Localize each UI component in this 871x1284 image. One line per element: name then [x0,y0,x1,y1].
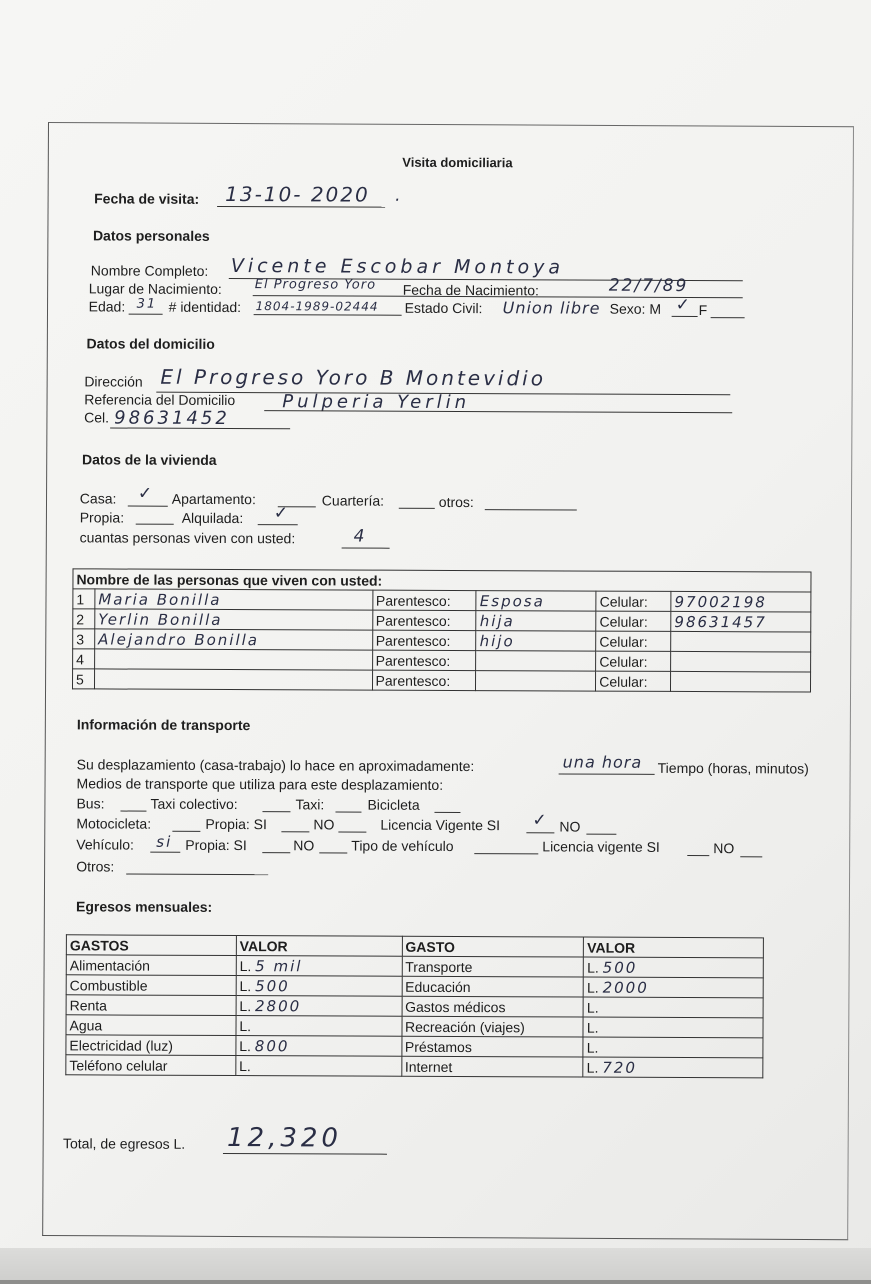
cuarteria-label: Cuartería: [322,492,384,508]
vehiculo-licencia-no-line [740,856,762,857]
person-name: Yerlin Bonilla [95,609,373,630]
cel-value: 98631452 [114,408,230,430]
currency-label: L. [587,1019,599,1035]
alquilada-line [258,524,298,525]
person-relation: hija [476,611,596,632]
propia-line [136,524,174,525]
expense-value-cell [236,956,402,977]
domicile-heading: Datos del domicilio [86,335,214,352]
vehiculo-no-label: NO [293,837,314,853]
moto-licencia-mark: ✓ [532,810,548,830]
expense-name: Educación [402,976,584,997]
expenses-heading: Egresos mensuales: [76,898,212,915]
total-expenses-line [223,1153,387,1155]
expense-value-cell [583,1037,763,1058]
visit-date-line [217,206,385,208]
moto-line [172,831,200,832]
visit-date-label: Fecha de visita: [94,190,199,206]
id-value: 1804-1989-02444 [256,299,379,314]
birthdate-label: Fecha de Nacimiento: [403,282,539,299]
expenses-col-valor: VALOR [236,936,402,957]
person-relation: Esposa [476,591,596,612]
parentesco-label: Parentesco: [372,610,476,630]
birthplace-value: El Progreso Yoro [255,277,376,293]
displacement-value: una hora [563,752,643,771]
parentesco-label: Parentesco: [372,630,476,650]
bicicleta-line [434,812,460,813]
total-expenses-value: 12,320 [227,1123,342,1154]
sex-m-mark: ✓ [676,295,692,315]
sex-f-label: F [699,302,708,318]
expense-name: Préstamos [401,1036,583,1057]
sex-f-line [711,317,745,318]
vehiculo-propia-si-line [262,852,290,853]
expense-value-cell [236,1036,402,1057]
person-name: Maria Bonilla [95,589,373,610]
name-value: Vicente Escobar Montoya [231,255,564,278]
people-table-header: Nombre de las personas que viven con usted: [73,569,811,592]
otros-housing-label: otros: [439,494,474,510]
expense-value-cell [583,1057,763,1078]
celular-label: Celular: [596,651,671,671]
personal-heading: Datos personales [93,227,210,244]
cel-label: Cel. [84,409,109,425]
person-name: Alejandro Bonilla [95,629,373,650]
expense-value: 5 mil [255,957,302,975]
vehiculo-licencia-no-label: NO [713,840,734,856]
expense-value: 800 [255,1037,290,1055]
moto-no-label: NO [313,816,334,832]
total-expenses-label: Total, de egresos L. [63,1135,185,1152]
table-row [66,1055,763,1078]
expense-name: Recreación (viajes) [401,1016,583,1037]
table-row [72,669,810,692]
expense-name: Renta [66,995,236,1016]
vehiculo-no-line [319,852,347,853]
otros-transport-line [126,874,268,876]
bus-line [120,811,146,812]
moto-propia-label: Propia: SI [205,816,267,832]
expense-value-cell [583,977,763,998]
cel-line [110,427,290,429]
currency-label: L. [587,1059,599,1075]
people-table [72,568,812,692]
expense-name: Transporte [402,956,584,977]
moto-propia-si-line [281,831,309,832]
row-number: 5 [72,669,94,689]
currency-label: L. [239,978,251,994]
moto-licencia-no-label: NO [559,818,580,834]
people-count-value: 4 [354,527,367,547]
displacement-line [559,773,655,774]
expense-name: Internet [401,1056,583,1077]
moto-licencia-label: Licencia Vigente SI [380,817,500,834]
birthdate-value: 22/7/89 [609,276,689,296]
medios-label: Medios de transporte que utiliza para este desplazamiento: [77,775,444,793]
currency-label: L. [587,1039,599,1055]
row-number: 4 [73,649,95,669]
casa-label: Casa: [80,490,117,506]
apartamento-label: Apartamento: [172,491,256,507]
expenses-col-valor-2: VALOR [584,937,764,958]
otros-transport-label: Otros: [76,858,114,874]
expense-value-cell [236,996,402,1017]
celular-label: Celular: [596,671,671,691]
vehiculo-value: si [156,833,172,851]
person-name [94,669,372,690]
row-number: 2 [73,609,95,629]
expense-name: Alimentación [66,955,236,976]
expense-value-cell [583,997,763,1018]
expense-value: 500 [603,958,638,976]
parentesco-label: Parentesco: [372,590,476,610]
vehiculo-line [150,852,180,853]
expense-name: Agua [66,1015,236,1036]
expense-value-cell [236,1056,402,1077]
reference-label: Referencia del Domicilio [84,391,235,408]
expense-value: 2800 [255,997,301,1015]
person-relation [476,651,596,672]
person-phone: 98631457 [671,611,811,632]
celular-label: Celular: [596,591,671,611]
cuarteria-line [399,508,435,509]
housing-heading: Datos de la vivienda [82,451,217,468]
celular-label: Celular: [596,611,671,631]
parentesco-label: Parentesco: [372,650,476,670]
moto-licencia-si-line [526,832,554,833]
taxi-colectivo-line [262,811,290,812]
birthplace-label: Lugar de Nacimiento: [89,280,222,297]
civil-label: Estado Civil: [405,300,483,316]
currency-label: L. [587,979,599,995]
person-phone [671,671,811,692]
person-relation: hijo [476,631,596,652]
reference-value: Pulperia Yerlin [282,391,470,413]
vehiculo-label: Vehículo: [76,836,134,852]
visit-date-dot: . [395,186,402,206]
id-label: # identidad: [169,299,241,315]
currency-label: L. [239,1038,251,1054]
moto-licencia-no-line [586,834,616,835]
age-line [129,314,163,315]
vehiculo-propia-label: Propia: SI [185,837,247,853]
form-title: Visita domiciliaria [402,155,512,170]
person-phone: 97002198 [671,591,811,612]
expense-name: Teléfono celular [66,1055,236,1076]
person-phone [671,651,811,672]
expense-value: 500 [255,977,290,995]
moto-no-line [338,831,366,832]
currency-label: L. [587,999,599,1015]
expense-value-cell [584,957,764,978]
bus-label: Bus: [76,795,104,811]
address-value: El Progreso Yoro B Montevidio [160,365,546,391]
currency-label: L. [239,998,251,1014]
vehiculo-licencia-label: Licencia vigente SI [542,838,660,855]
propia-label: Propia: [80,509,124,525]
person-name [95,649,373,670]
id-line [254,314,402,316]
person-relation [476,671,596,692]
row-number: 1 [73,589,95,609]
visit-date-value: 13-10- 2020 [225,182,370,207]
casa-mark: ✓ [138,484,154,504]
row-number: 3 [73,629,95,649]
bicicleta-label: Bicicleta [367,797,419,813]
tipo-vehiculo-line [474,853,538,854]
currency-label: L. [240,958,252,974]
expenses-col-gastos: GASTOS [66,935,236,956]
people-count-line [342,547,390,548]
casa-line [128,506,168,507]
expense-value-cell [583,1017,763,1038]
moto-label: Motocicleta: [76,815,151,831]
sex-label: Sexo: M [610,301,661,317]
currency-label: L. [587,959,599,975]
expenses-col-gasto: GASTO [402,936,584,957]
time-label: Tiempo (horas, minutos) [658,760,809,777]
civil-value: Union libre [503,298,601,317]
expense-name: Gastos médicos [402,996,584,1017]
taxi-line [335,811,361,812]
expense-name: Electricidad (luz) [66,1035,236,1056]
transport-heading: Información de transporte [77,716,251,733]
alquilada-mark: ✓ [274,503,290,523]
address-label: Dirección [84,373,142,389]
expense-value-cell [236,976,402,997]
currency-label: L. [239,1018,251,1034]
taxi-label: Taxi: [295,796,324,812]
people-count-label: cuantas personas viven con usted: [80,529,296,546]
displacement-label: Su desplazamiento (casa-trabajo) lo hace en aproximadamente: [77,756,475,774]
vehiculo-licencia-si-line [687,855,709,856]
name-label: Nombre Completo: [91,262,209,279]
person-phone [671,631,811,652]
expense-value-cell [236,1016,402,1037]
tipo-vehiculo-label: Tipo de vehículo [351,838,453,854]
expenses-table [65,934,764,1078]
celular-label: Celular: [596,631,671,651]
age-label: Edad: [89,298,126,314]
expense-value: 720 [602,1058,637,1076]
parentesco-label: Parentesco: [372,670,476,690]
sex-m-line [672,316,698,317]
expense-name: Combustible [66,975,236,996]
currency-label: L. [239,1058,251,1074]
expense-value: 2000 [603,978,649,996]
alquilada-label: Alquilada: [182,510,244,526]
taxi-colectivo-label: Taxi colectivo: [150,796,237,812]
otros-housing-line [485,509,577,510]
age-value: 31 [137,297,158,312]
